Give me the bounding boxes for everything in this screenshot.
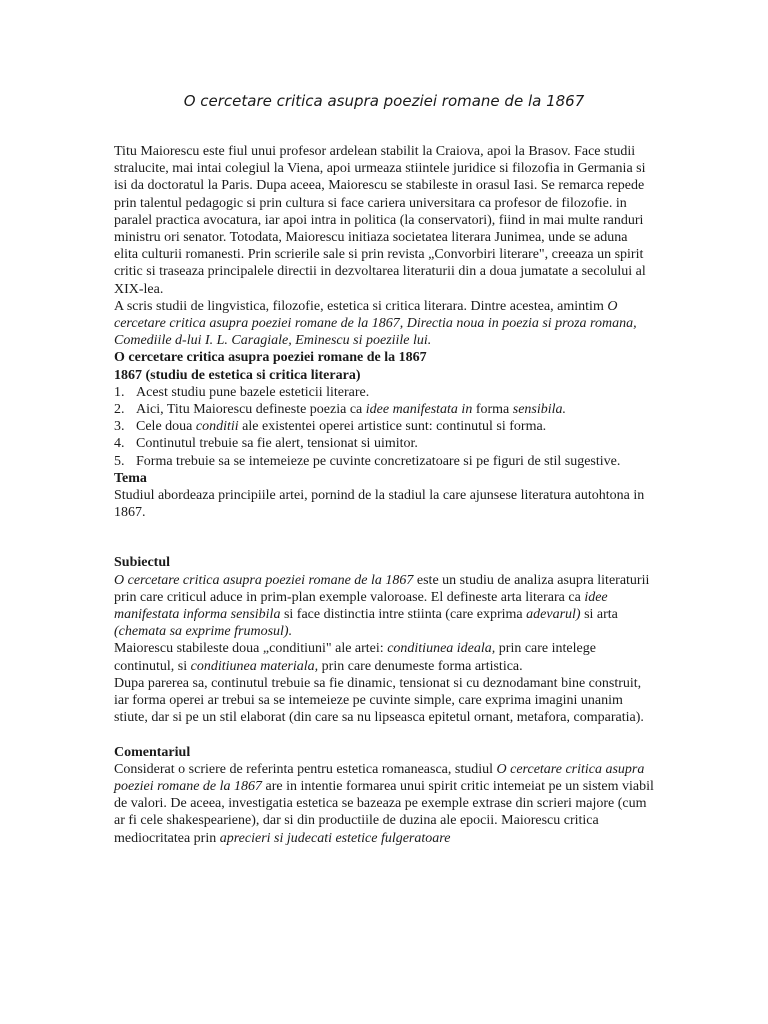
list-item (114, 435, 654, 452)
list-number: 2. (114, 402, 125, 418)
tema-paragraph: Studiul abordeaza principiile artei, pornind de la stadiul la care ajunsese literatura autohtona in 1867. (114, 488, 645, 521)
list-item (114, 418, 654, 435)
comentariul-paragraph (114, 761, 654, 847)
text-part: prin care denumeste forma artistica. (318, 658, 523, 674)
list-text-part: Aici, Titu Maiorescu defineste poezia ca (136, 402, 366, 418)
text-italic: O cercetare critica asupra poeziei romane de la 1867 (114, 761, 645, 794)
list-text: Acest studiu pune bazele esteticii literare. (136, 384, 370, 400)
works-titles: O cercetare critica asupra poeziei romane de la 1867, Directia noua in poezia si proza romana, Comediile d-lui I. L. Caragiale, Eminescu si poeziile lui. (114, 298, 637, 349)
page-title: O cercetare critica asupra poeziei romane de la 1867 (183, 92, 585, 110)
list-text-part: ale existentei operei artistice sunt: continutul si forma. (238, 419, 547, 435)
text-italic: conditiunea ideala, (387, 641, 496, 657)
text-italic: conditiunea materiala, (190, 658, 319, 674)
list-text-italic: sensibila. (512, 402, 567, 418)
text-italic: O cercetare critica asupra poeziei romane de la 1867 (114, 572, 414, 588)
list-text-italic: idee manifestata in (365, 402, 473, 418)
spacer (114, 521, 654, 554)
tema-heading: Tema (114, 470, 147, 486)
list-text: Forma trebuie sa se intemeieze pe cuvinte concretizatoare si pe figuri de stil sugestive. (136, 453, 621, 469)
intro-paragraph: Titu Maiorescu este fiul unui profesor ardelean stabilit la Craiova, apoi la Brasov. Face studii stralucite, mai intai colegiul la Viena, apoi urmeaza stiintele juridice si filozofia in Germania si isi da doctoratul la Paris. Dupa aceea, Maiorescu se stabileste in orasul Iasi. Se remarca repede prin talentul pedagogic si prin cultura si face cariera universitara ca profesor de filozofie. in paralel practica avocatura, iar apoi intra in politica (la conservatori), fiind in mai multe randuri ministru ori senator. Totodata, Maiorescu initiaza societatea literara Junimea, unde se aduna elita culturii romanesti. Prin scrierile sale si prin revista „Convorbiri literare", creeaza un spirit critic si traseaza principalele directii in dezvoltarea literaturii din a doua jumatate a secolului al XIX-lea. (114, 144, 646, 297)
text-part: este un studiu de analiza asupra literaturii prin care criticul aduce in prim-plan exemple valoroase. El defineste arta literara ca (114, 572, 650, 605)
subiectul-heading: Subiectul (114, 555, 171, 571)
list-text: Continutul trebuie sa fie alert, tensionat si uimitor. (136, 436, 418, 452)
document-body (114, 143, 654, 847)
parere-paragraph: Dupa parerea sa, continutul trebuie sa fie dinamic, tensionat si cu deznodamant bine construit, iar forma operei ar trebui sa se intemeieze pe cuvinte simple, care exprima imagini unanim stiute, dar si pe un stil elaborat (din care sa nu lipseasca epitetul ornant, metafora, comparatia). (114, 675, 644, 726)
works-text: A scris studii de lingvistica, filozofie, estetica si critica literara. Dintre acestea, amintim (114, 298, 608, 314)
text-part: Maiorescu stabileste doua „conditiuni" ale artei: (114, 641, 388, 657)
list-text-part: Cele doua (136, 419, 196, 435)
list-text (136, 401, 654, 418)
list-item (114, 384, 654, 401)
list-number: 1. (114, 384, 125, 400)
list-number: 4. (114, 436, 125, 452)
list-text-italic: conditii (195, 419, 239, 435)
section-heading-title: O cercetare critica asupra poeziei romane de la 1867 (114, 350, 427, 366)
text-italic: (chemata sa exprime frumosul). (114, 624, 293, 640)
list-item (114, 401, 654, 418)
text-italic: idee manifestata informa sensibila (114, 589, 608, 623)
text-part: prin care intelege continutul, si (114, 641, 596, 674)
conditiuni-paragraph (114, 640, 654, 674)
list-item (114, 453, 654, 470)
text-italic: aprecieri si judecati estetice fulgeratoare (219, 830, 451, 846)
numbered-list (114, 384, 654, 470)
works-paragraph (114, 298, 654, 350)
text-part: Considerat o scriere de referinta pentru estetica romaneasca, studiul (114, 761, 497, 777)
section-heading-subtitle: 1867 (studiu de estetica si critica literara) (114, 367, 361, 383)
text-part: si face distinctia intre stiinta (care exprima (280, 607, 527, 623)
text-part: si arta (580, 607, 618, 623)
comentariul-heading: Comentariul (114, 744, 191, 760)
list-number: 3. (114, 419, 125, 435)
list-number: 5. (114, 453, 125, 469)
subiectul-paragraph (114, 572, 654, 641)
spacer (114, 727, 654, 744)
text-italic: adevarul) (526, 607, 581, 623)
text-part: are in intentie formarea unui spirit critic intemeiat pe un sistem viabil de valori. De aceea, investigatia estetica se bazeaza pe exemple extrase din scrieri majore (cum ar fi cele shakespeariene), dar si din productiile de duzina ale epocii. Maiorescu critica mediocritatea prin (114, 778, 654, 846)
list-text-part: forma (472, 402, 513, 418)
list-text (136, 418, 654, 435)
